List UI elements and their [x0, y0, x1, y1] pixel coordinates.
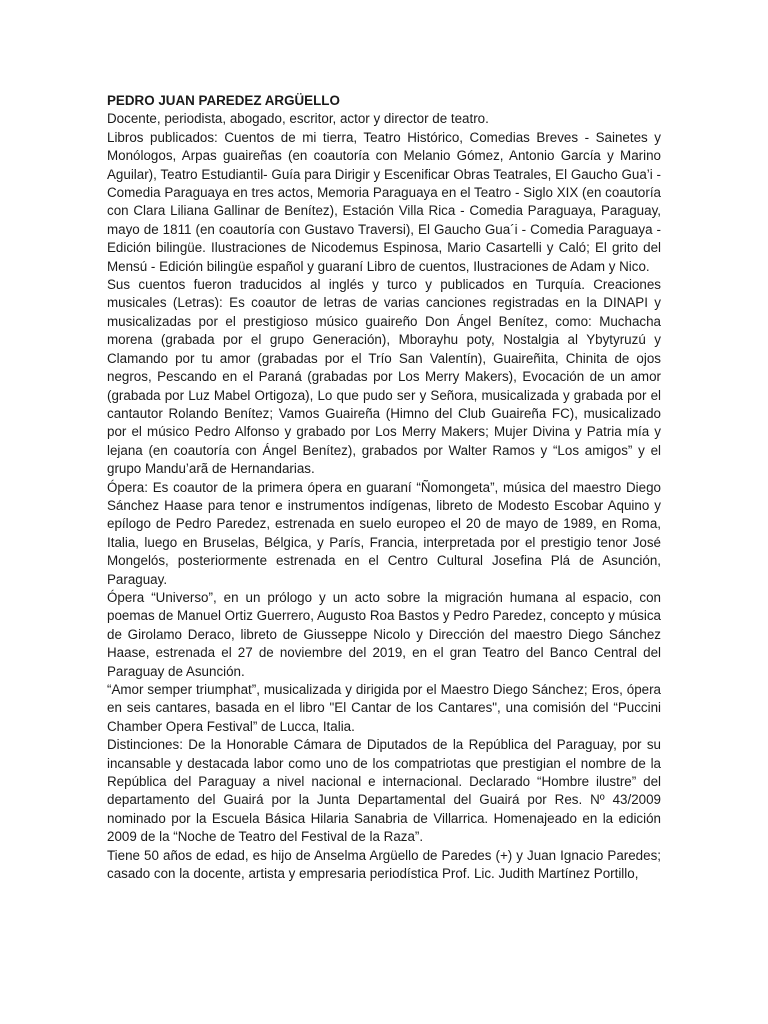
paragraph-music: Sus cuentos fueron traducidos al inglés y turco y publicados en Turquía. Creaciones musicales (Letras): Es coautor de letras de varias canciones registradas en la DINAPI y musicalizadas por el prestigioso músico guaireño Don Ángel Benítez, como: Muchacha morena (grabada por el grupo Generación), Mborayhu poty, Nostalgia al Ybytyruzú y Clamando por tu amor (grabadas por el Trío San Valentín), Guaireñita, Chinita de ojos negros, Pescando en el Paraná (grabadas por Los Merry Makers), Evocación de un amor (grabada por Luz Mabel Ortigoza), Lo que pudo ser y Señora, musicalizada y grabada por el cantautor Rolando Benítez; Vamos Guaireña (Himno del Club Guaireña FC), musicalizado por el músico Pedro Alfonso y grabado por Los Merry Makers; Mujer Divina y Patria mía y lejana (en coautoría con Ángel Benítez), grabados por Walter Ramos y “Los amigos” y el grupo Mandu’arã de Hernandarias. — [107, 277, 661, 477]
paragraph-amor-semper: “Amor semper triumphat”, musicalizada y dirigida por el Maestro Diego Sánchez; Eros, ópera en seis cantares, basada en el libro "El Cantar de los Cantares", una comisión del “Puccini Chamber Opera Festival” de Lucca, Italia. — [107, 682, 661, 734]
document-title: PEDRO JUAN PAREDEZ ARGÜELLO — [107, 93, 340, 108]
paragraph-distinctions: Distinciones: De la Honorable Cámara de Diputados de la República del Paraguay, por su incansable y destacada labor como uno de los compatriotas que prestigian el nombre de la República del Paraguay a nivel nacional e internacional. Declarado “Hombre ilustre” del departamento del Guairá por la Junta Departamental del Guairá por Res. Nº 43/2009 nominado por la Escuela Básica Hilaria Sanabria de Villarrica. Homenajeado en la edición 2009 de la “Noche de Teatro del Festival de la Raza”. — [107, 737, 661, 845]
paragraph-intro: Docente, periodista, abogado, escritor, actor y director de teatro. — [107, 111, 489, 127]
paragraph-books: Libros publicados: Cuentos de mi tierra, Teatro Histórico, Comedias Breves - Sainetes y Monólogos, Arpas guaireñas (en coautoría con Melanio Gómez, Antonio García y Marino Aguilar), Teatro Estudiantil- Guía para Dirigir y Escenificar Obras Teatrales, El Gaucho Gua’i - Comedia Paraguaya en tres actos, Memoria Paraguaya en el Teatro - Siglo XIX (en coautoría con Clara Liliana Gallinar de Benítez), Estación Villa Rica - Comedia Paraguaya, Paraguay, mayo de 1811 (en coautoría con Gustavo Traversi), El Gaucho Gua´i - Comedia Paraguaya - Edición bilingüe. Ilustraciones de Nicodemus Espinosa, Mario Casartelli y Caló; El grito del Mensú - Edición bilingüe español y guaraní Libro de cuentos, Ilustraciones de Adam y Nico. — [107, 129, 661, 274]
paragraph-opera-universo: Ópera “Universo”, en un prólogo y un acto sobre la migración humana al espacio, con poemas de Manuel Ortiz Guerrero, Augusto Roa Bastos y Pedro Paredez, concepto y música de Girolamo Deraco, libreto de Giusseppe Nicolo y Dirección del maestro Diego Sánchez Haase, estrenada el 27 de noviembre del 2019, en el gran Teatro del Banco Central del Paraguay de Asunción. — [107, 589, 661, 679]
paragraph-opera-nomongeta: Ópera: Es coautor de la primera ópera en guaraní “Ñomongeta”, música del maestro Diego Sánchez Haase para tenor e instrumentos indígenas, libreto de Modesto Escobar Aquino y epílogo de Pedro Paredez, estrenada en suelo europeo el 20 de mayo de 1989, en Roma, Italia, luego en Bruselas, Bélgica, y París, Francia, interpretada por el prestigio tenor José Mongelós, posteriormente estrenada en el Centro Cultural Josefina Plá de Asunción, Paraguay. — [107, 479, 661, 587]
document-page — [107, 92, 661, 883]
paragraph-personal: Tiene 50 años de edad, es hijo de Anselma Argüello de Paredes (+) y Juan Ignacio Paredes; casado con la docente, artista y empresaria periodística Prof. Lic. Judith Martínez Portillo, — [107, 847, 661, 882]
